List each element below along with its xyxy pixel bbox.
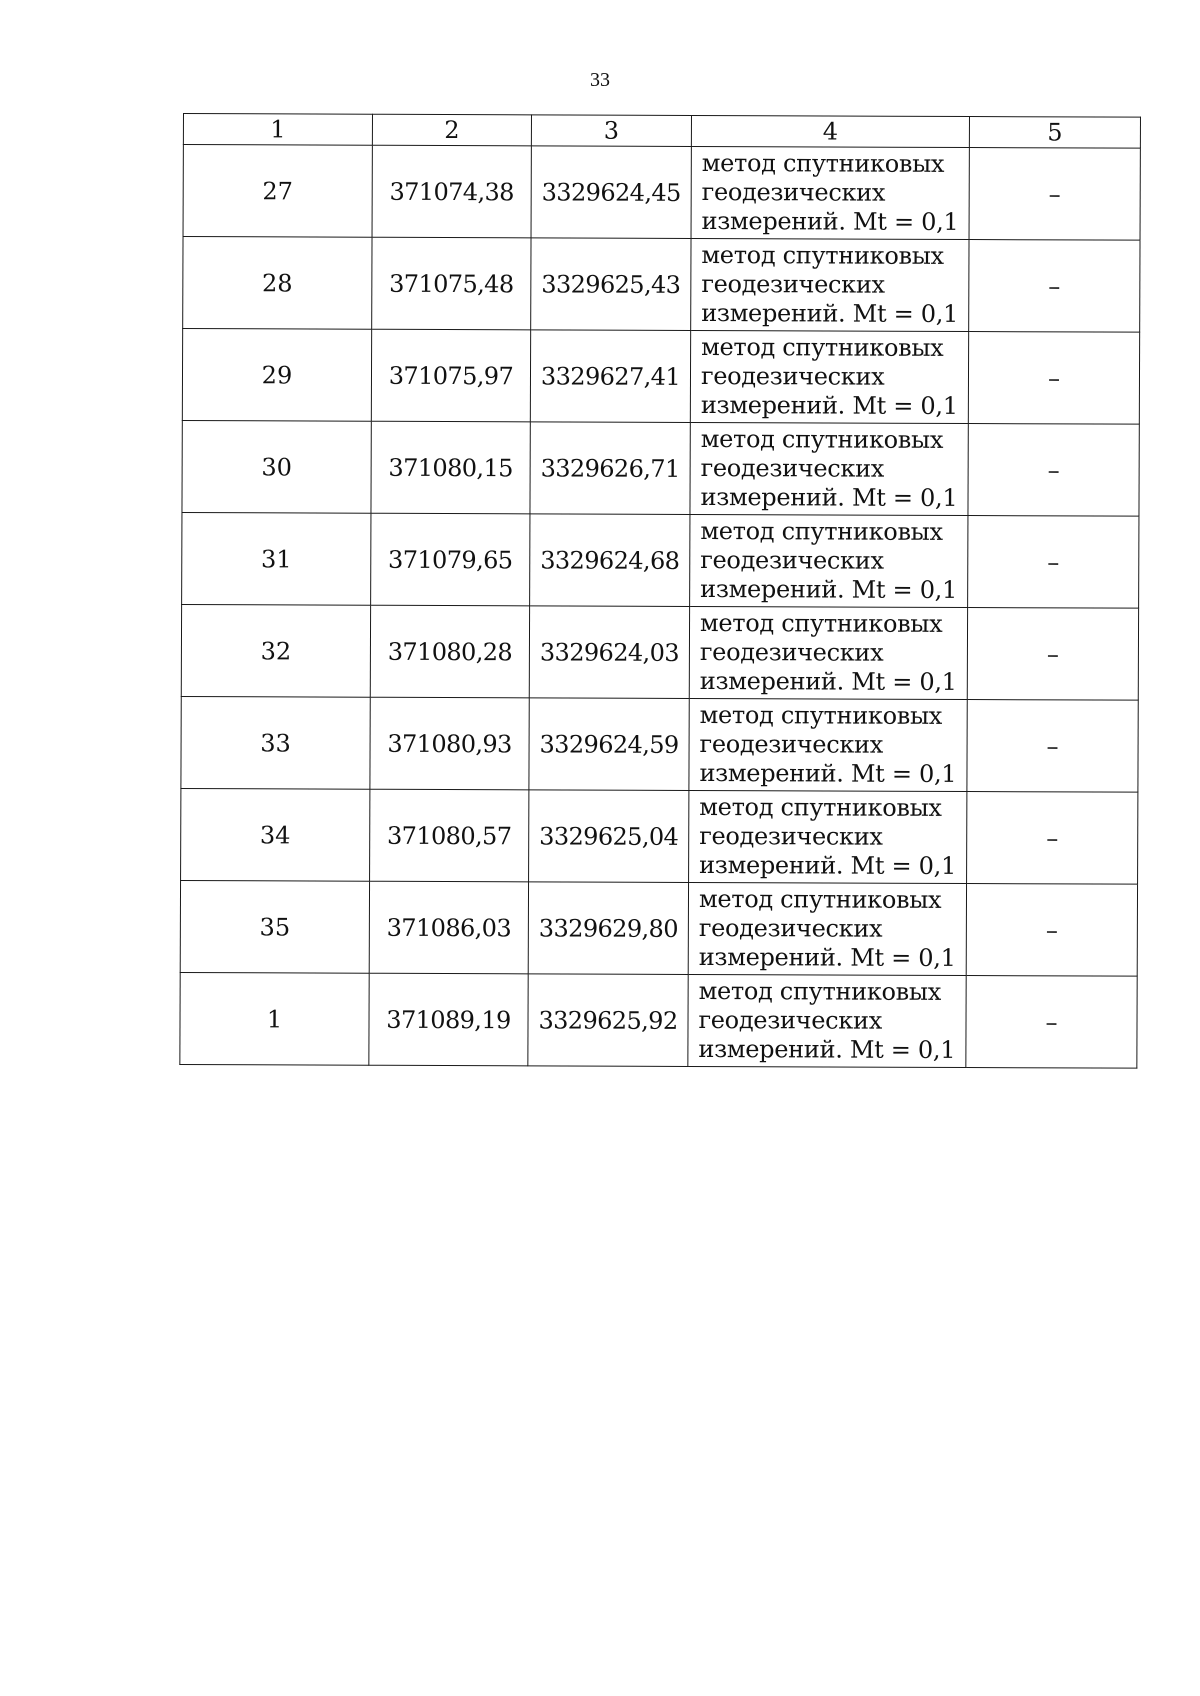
- y-coordinate-cell: 3329626,71: [530, 422, 690, 515]
- method-text-line: геодезических: [698, 1005, 883, 1035]
- method-text-line: геодезических: [699, 821, 883, 851]
- point-number-cell: 28: [183, 237, 372, 330]
- method-text-line: измерений. Mt = 0,1: [700, 574, 958, 604]
- method-text-line: измерений. Mt = 0,1: [699, 850, 956, 880]
- method-cell: [690, 330, 968, 423]
- x-coordinate-cell: 371080,28: [370, 605, 529, 698]
- table-row: [180, 972, 1137, 1068]
- method-text-line: измерений. Mt = 0,1: [698, 1034, 956, 1064]
- method-cell: [688, 974, 966, 1067]
- method-text-line: метод спутниковых: [701, 332, 944, 362]
- y-coordinate-cell: 3329624,68: [530, 514, 690, 607]
- method-text-line: метод спутниковых: [699, 700, 943, 730]
- method-text-line: геодезических: [698, 913, 883, 943]
- method-text-line: метод спутниковых: [700, 516, 943, 546]
- table-row: [181, 788, 1138, 884]
- y-coordinate-cell: 3329625,43: [531, 238, 691, 331]
- table-row: [183, 237, 1140, 333]
- method-cell: [688, 882, 966, 975]
- column-header-method: 4: [691, 115, 969, 147]
- method-text-line: измерений. Mt = 0,1: [699, 758, 957, 788]
- method-cell: [690, 514, 968, 607]
- table-row: [182, 512, 1139, 608]
- table-row: [182, 329, 1139, 425]
- method-text-line: метод спутниковых: [698, 976, 942, 1006]
- point-number-cell: 33: [181, 696, 370, 789]
- description-cell: –: [967, 700, 1138, 793]
- column-header-point: 1: [183, 114, 372, 146]
- description-cell: –: [968, 332, 1139, 425]
- point-number-cell: 34: [181, 788, 370, 881]
- x-coordinate-cell: 371080,15: [371, 421, 530, 514]
- coordinates-table: [179, 113, 1141, 1069]
- method-text-line: геодезических: [701, 177, 886, 207]
- x-coordinate-cell: 371089,19: [369, 973, 528, 1066]
- column-header-description: 5: [969, 117, 1140, 149]
- y-coordinate-cell: 3329625,04: [529, 790, 689, 883]
- column-header-x: 2: [372, 114, 531, 146]
- description-cell: –: [968, 424, 1139, 517]
- point-number-cell: 30: [182, 420, 371, 513]
- method-cell: [689, 698, 967, 791]
- x-coordinate-cell: 371075,97: [371, 329, 530, 422]
- point-number-cell: 1: [180, 972, 369, 1065]
- method-text-line: геодезических: [700, 453, 885, 483]
- point-number-cell: 32: [181, 604, 370, 697]
- y-coordinate-cell: 3329627,41: [530, 330, 690, 423]
- method-text-line: измерений. Mt = 0,1: [701, 206, 959, 236]
- description-cell: –: [968, 516, 1139, 609]
- table-row: [183, 145, 1140, 241]
- method-text-line: измерений. Mt = 0,1: [700, 390, 958, 420]
- method-text-line: измерений. Mt = 0,1: [700, 482, 958, 512]
- point-number-cell: 35: [180, 880, 369, 973]
- method-text-line: геодезических: [699, 729, 884, 759]
- method-cell: [691, 238, 969, 331]
- method-text-line: метод спутниковых: [699, 792, 942, 822]
- description-cell: –: [966, 976, 1137, 1069]
- method-cell: [691, 146, 969, 239]
- table-header-row: [183, 114, 1140, 149]
- point-number-cell: 27: [183, 145, 372, 238]
- y-coordinate-cell: 3329624,03: [529, 606, 689, 699]
- method-text-line: геодезических: [700, 361, 885, 391]
- x-coordinate-cell: 371075,48: [372, 237, 531, 330]
- table-row: [181, 604, 1138, 700]
- page-number: 33: [590, 69, 610, 91]
- table-row: [181, 696, 1138, 792]
- table-body: [180, 145, 1141, 1069]
- x-coordinate-cell: 371079,65: [371, 513, 530, 606]
- method-text-line: геодезических: [701, 269, 885, 299]
- description-cell: –: [969, 240, 1140, 333]
- method-text-line: метод спутниковых: [699, 608, 943, 638]
- method-cell: [689, 606, 967, 699]
- column-header-y: 3: [531, 115, 691, 147]
- method-text-line: измерений. Mt = 0,1: [699, 666, 957, 696]
- x-coordinate-cell: 371074,38: [372, 145, 531, 238]
- method-text-line: измерений. Mt = 0,1: [698, 942, 956, 972]
- method-text-line: метод спутниковых: [700, 424, 944, 454]
- table-row: [182, 420, 1139, 516]
- method-text-line: метод спутниковых: [701, 148, 945, 178]
- y-coordinate-cell: 3329625,92: [528, 974, 688, 1067]
- x-coordinate-cell: 371080,93: [370, 697, 529, 790]
- method-cell: [689, 790, 967, 883]
- method-text-line: геодезических: [699, 637, 884, 667]
- y-coordinate-cell: 3329624,45: [531, 146, 691, 239]
- point-number-cell: 29: [182, 329, 371, 422]
- description-cell: –: [967, 608, 1138, 701]
- description-cell: –: [969, 148, 1140, 241]
- method-text-line: метод спутниковых: [698, 884, 942, 914]
- y-coordinate-cell: 3329629,80: [528, 882, 688, 975]
- method-text-line: метод спутниковых: [701, 240, 944, 270]
- x-coordinate-cell: 371080,57: [370, 789, 529, 882]
- description-cell: –: [966, 884, 1137, 977]
- description-cell: –: [967, 792, 1138, 885]
- y-coordinate-cell: 3329624,59: [529, 698, 689, 791]
- table-row: [180, 880, 1137, 976]
- x-coordinate-cell: 371086,03: [369, 881, 528, 974]
- method-text-line: измерений. Mt = 0,1: [701, 298, 959, 328]
- point-number-cell: 31: [182, 512, 371, 605]
- method-text-line: геодезических: [700, 545, 884, 575]
- method-cell: [690, 422, 968, 515]
